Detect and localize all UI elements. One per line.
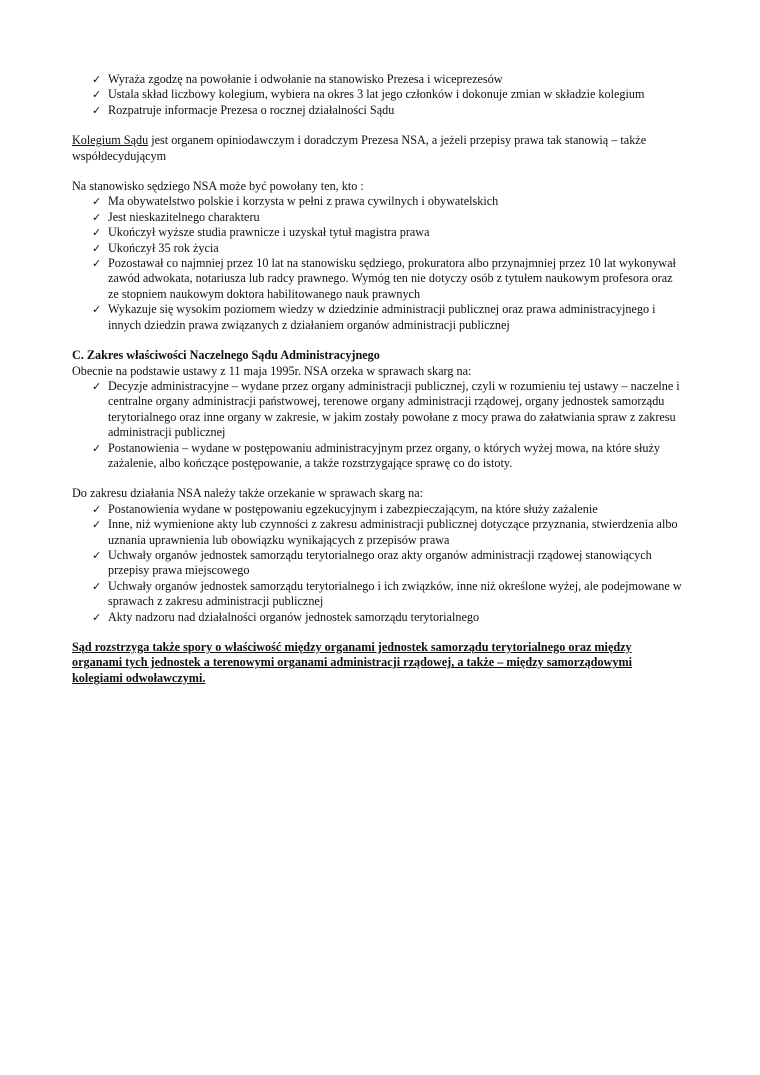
nsa-complaints-list — [72, 379, 684, 471]
list-item: ✓ Ustala skład liczbowy kolegium, wybiera na okres 3 lat jego członków i dokonuje zmian w składzie kolegium — [108, 87, 684, 102]
judge-requirements-intro: Na stanowisko sędziego NSA może być powołany ten, kto : — [72, 179, 364, 194]
list-item: ✓ Ma obywatelstwo polskie i korzysta w pełni z prawa cywilnych i obywatelskich — [108, 194, 684, 209]
nsa-scope-intro: Do zakresu działania NSA należy także orzekanie w sprawach skarg na: — [72, 486, 424, 501]
nsa-scope-list — [72, 502, 684, 625]
judge-requirements-list — [72, 194, 684, 333]
list-item: ✓ Pozostawał co najmniej przez 10 lat na stanowisku sędziego, prokuratora albo przynajmniej przez 10 lat wykonywał zawód adwokata, notariusza lub radcy prawnego. Wymóg ten nie dotyczy osób z tytułem naukowym profesora oraz ze stopniem naukowym doktora habilitowanego nauk prawnych — [108, 256, 684, 302]
list-item: ✓ Rozpatruje informacje Prezesa o rocznej działalności Sądu — [108, 103, 684, 118]
kolegium-powers-list — [72, 72, 684, 118]
list-item: ✓ Postanowienia wydane w postępowaniu egzekucyjnym i zabezpieczającym, na które służy zażalenie — [108, 502, 684, 517]
list-item: ✓ Wyraża zgodzę na powołanie i odwołanie na stanowisko Prezesa i wiceprezesów — [108, 72, 684, 87]
list-item: ✓ Inne, niż wymienione akty lub czynności z zakresu administracji publicznej dotyczące przyznania, stwierdzenia albo uznania uprawnienia lub obowiązku wynikających z przepisów prawa — [108, 517, 684, 548]
section-c-intro: Obecnie na podstawie ustawy z 11 maja 1995r. NSA orzeka w sprawach skarg na: — [72, 363, 472, 378]
section-c-heading: C. Zakres właściwości Naczelnego Sądu Administracyjnego — [72, 348, 380, 363]
list-item: ✓ Ukończył wyższe studia prawnicze i uzyskał tytuł magistra prawa — [108, 225, 684, 240]
kolegium-paragraph — [72, 133, 684, 164]
list-item: ✓ Uchwały organów jednostek samorządu terytorialnego oraz akty organów administracji rządowej stanowiących przepisy prawa miejscowego — [108, 548, 684, 579]
list-item: ✓ Decyzje administracyjne – wydane przez organy administracji publicznej, czyli w rozumieniu tej ustawy – naczelne i centralne organy administracji państwowej, terenowe organy administracji rządowej, organy jednostek samorządu terytorialnego oraz inne organy w zakresie, w jakim zostały powołane z mocy prawa do załatwiania spraw z zakresu administracji publicznej — [108, 379, 684, 441]
closing-statement: Sąd rozstrzyga także spory o właściwość między organami jednostek samorządu terytorialnego oraz między organami tych jednostek a terenowymi organami administracji rządowej, a także – między samorządowymi kolegiami odwoławczymi. — [72, 640, 632, 685]
list-item: ✓ Wykazuje się wysokim poziomem wiedzy w dziedzinie administracji publicznej oraz prawa administracyjnego i innych dziedzin prawa związanych z działaniem organów administracji publicznej — [108, 302, 684, 333]
list-item: ✓ Postanowienia – wydane w postępowaniu administracyjnym przez organy, o których wyżej mowa, na które służy zażalenie, albo kończące postępowanie, a także rozstrzygające sprawę co do istoty. — [108, 441, 684, 472]
list-item: ✓ Akty nadzoru nad działalności organów jednostek samorządu terytorialnego — [108, 610, 684, 625]
kolegium-term: Kolegium Sądu — [72, 133, 149, 148]
list-item: ✓ Uchwały organów jednostek samorządu terytorialnego i ich związków, inne niż określone wyżej, ale podejmowane w sprawach z zakresu administracji publicznej — [108, 579, 684, 610]
kolegium-description: jest organem opiniodawczym i doradczym Prezesa NSA, a jeżeli przepisy prawa tak stanowią – także współdecydującym — [72, 133, 647, 163]
list-item: ✓ Jest nieskazitelnego charakteru — [108, 210, 684, 225]
list-item: ✓ Ukończył 35 rok życia — [108, 241, 684, 256]
